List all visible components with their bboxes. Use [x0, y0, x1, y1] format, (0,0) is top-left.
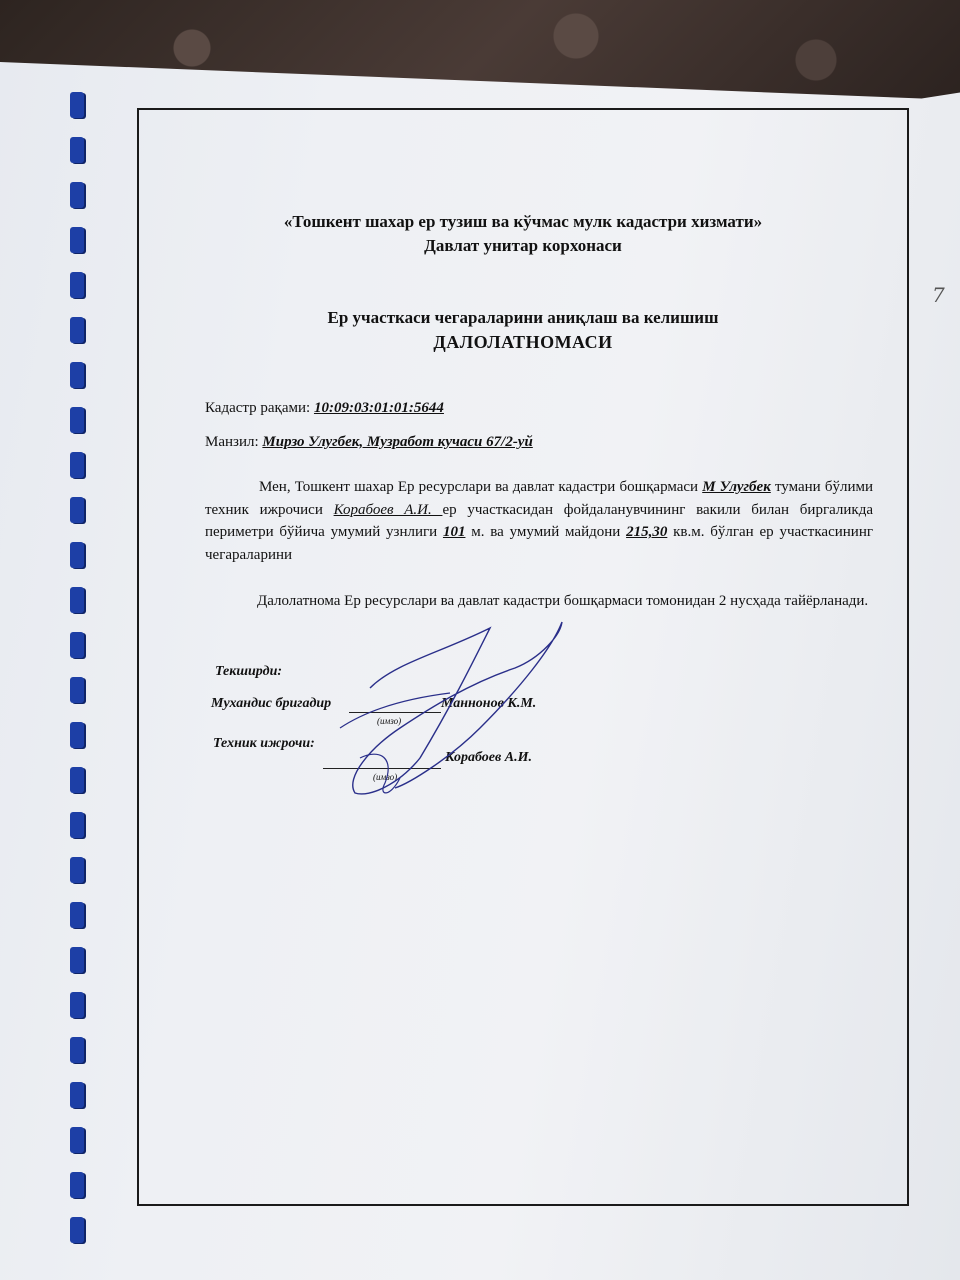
organization-type: Давлат унитар корхонаси: [424, 236, 622, 255]
technician-value: Корабоев А.И.: [333, 501, 443, 518]
binding-ring: [70, 677, 84, 703]
spiral-binding: [64, 92, 104, 1272]
technician-label: Техник ижрочи:: [213, 736, 315, 751]
binding-ring: [70, 1127, 84, 1153]
document-title: [139, 306, 907, 354]
handwritten-signature: [300, 608, 580, 808]
binding-ring: [70, 497, 84, 523]
binding-ring: [70, 452, 84, 478]
organization-name: «Тошкент шахар ер тузиш ва кўчмас мулк кадастри хизмати»: [283, 212, 763, 231]
title-main: ДАЛОЛАТНОМАСИ: [433, 332, 613, 352]
area-value: 215,30: [626, 524, 668, 540]
cadastre-field: [205, 400, 444, 417]
binding-ring: [70, 137, 84, 163]
para-text-1: Мен, Тошкент шахар Ер ресурслари ва давлат кадастри бошқармаси: [259, 479, 703, 495]
binding-ring: [70, 92, 84, 118]
engineer-name: Маннонов К.М.: [441, 696, 537, 711]
binding-ring: [70, 272, 84, 298]
binding-ring: [70, 182, 84, 208]
address-label: Манзил:: [205, 434, 259, 450]
margin-note: [928, 280, 958, 310]
binding-ring: [70, 317, 84, 343]
engineer-sign-caption: (имзо): [377, 716, 402, 726]
main-paragraph: [205, 476, 873, 566]
binding-ring: [70, 1217, 84, 1243]
para-text-5: кв.м. бўлган ер участкасининг чегараларини: [205, 524, 873, 563]
binding-ring: [70, 542, 84, 568]
binding-ring: [70, 407, 84, 433]
binding-ring: [70, 587, 84, 613]
binding-ring: [70, 632, 84, 658]
technician-sign-caption: (имзо): [373, 772, 398, 782]
svg-text:7: 7: [932, 283, 945, 307]
para-text-2: тумани бўлими техник ижрочиси: [205, 479, 873, 518]
para-text-3: ер участкасидан фойдаланувчининг вакили билан биргаликда периметри бўйича умумий узнлиги: [205, 501, 873, 540]
binding-ring: [70, 227, 84, 253]
binding-ring: [70, 992, 84, 1018]
binding-ring: [70, 857, 84, 883]
binding-ring: [70, 902, 84, 928]
perimeter-value: 101: [442, 524, 466, 540]
district-value: М Улугбек: [702, 479, 771, 495]
binding-ring: [70, 362, 84, 388]
binding-ring: [70, 722, 84, 748]
copies-paragraph: Далолатнома Ер ресурслари ва давлат кадастри бошқармаси томонидан 2 нусҳада тайёрланади.: [257, 593, 869, 609]
technician-name: Корабоев А.И.: [445, 750, 532, 765]
engineer-label: Мухандис бригадир: [211, 696, 332, 711]
cadastre-value: 10:09:03:01:01:5644: [313, 400, 444, 416]
binding-ring: [70, 812, 84, 838]
address-value: Мирзо Улугбек, Музработ кучаси 67/2-уй: [262, 434, 533, 450]
title-subject: Ер участкаси чегараларини аниқлаш ва келишиш: [327, 308, 719, 327]
cadastre-label: Кадастр рақами:: [205, 400, 311, 416]
binding-ring: [70, 947, 84, 973]
binding-ring: [70, 767, 84, 793]
checked-label: Текширди:: [215, 664, 283, 679]
binding-ring: [70, 1037, 84, 1063]
binding-ring: [70, 1172, 84, 1198]
para-text-4: м. ва умумий майдони: [465, 524, 627, 540]
organization-header: [139, 210, 907, 258]
binding-ring: [70, 1082, 84, 1108]
address-field: [205, 434, 533, 451]
